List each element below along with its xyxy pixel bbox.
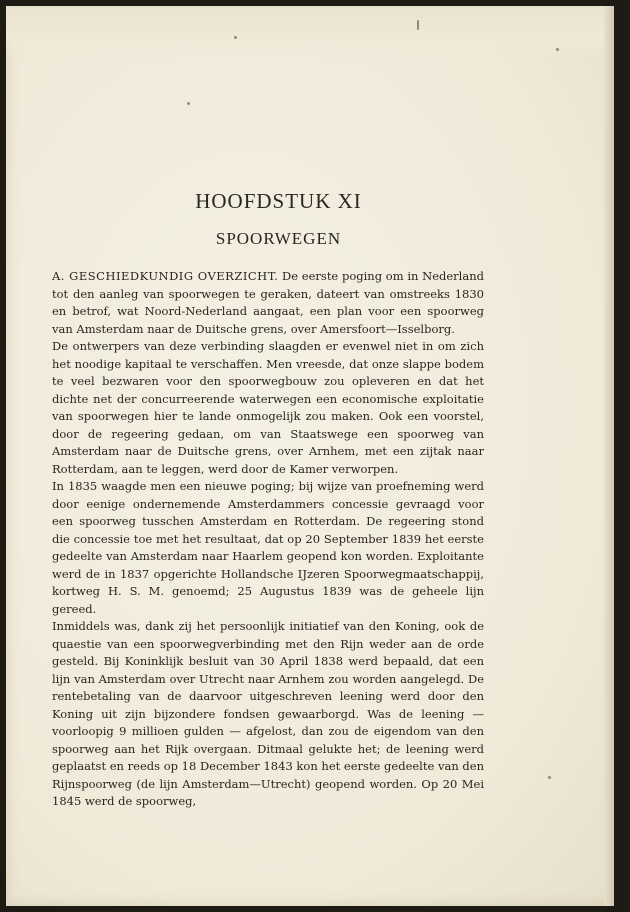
paragraph: Inmiddels was, dank zij het persoonlijk initiatief van den Koning, ook de quaestie van een spoorwegverbinding met den Rijn weder aan de orde gesteld. Bij Koninklijk besluit van 30 April 1838 werd bepaald, dat een lijn van Amsterdam over Utrecht naar Arnhem zou worden aangelegd. De rentebetaling van de daarvoor uitgeschreven leening werd door den Koning uit zijn bijzondere fondsen gewaarborgd. Was de leening — voorloopig 9 millioen gulden — afgelost, dan zou de eigendom van den spoorweg aan het Rijk overgaan. Ditmaal gelukte het; de leening werd geplaatst en reeds op 18 December 1843 kon het eerste gedeelte van den Rijnspoorweg (de lijn Amsterdam—Utrecht) geopend worden. Op 20 Mei 1845 werd de spoorweg, xyxy=(52,619,484,808)
body-text xyxy=(52,268,484,811)
section-title: SPOORWEGEN xyxy=(215,229,342,248)
ink-speck xyxy=(187,102,190,105)
ink-speck xyxy=(556,48,559,51)
book-page xyxy=(6,6,614,906)
ink-speck xyxy=(548,776,551,779)
page-top-edge xyxy=(6,6,614,58)
paragraph xyxy=(52,268,484,338)
chapter-heading: HOOFDSTUK XI xyxy=(195,189,362,213)
lead-label: A. GESCHIEDKUNDIG OVERZICHT. xyxy=(52,269,279,283)
paragraph-text: De eerste poging om in Nederland tot den aanleg van spoorwegen te geraken, dateert van omstreeks 1830 en betrof, wat Noord-Nederland aangaat, een plan voor een spoorweg van Amsterdam naar de Duitsche grens, over Amersfoort—Isselborg. xyxy=(52,269,484,336)
ink-speck xyxy=(417,20,419,30)
paragraph: In 1835 waagde men een nieuwe poging; bij wijze van proefneming werd door eenige ondernemende Amsterdammers concessie gevraagd voor een spoorweg tusschen Amsterdam en Rotterdam. De regeering stond die concessie toe met het resultaat, dat op 20 September 1839 het eerste gedeelte van Amsterdam naar Haarlem geopend kon worden. Exploitante werd de in 1837 opgerichte Hollandsche IJzeren Spoorwegmaatschappij, kortweg H. S. M. genoemd; 25 Augustus 1839 was de geheele lijn gereed. xyxy=(52,479,484,616)
page-spine-shadow xyxy=(604,6,614,906)
paragraph: De ontwerpers van deze verbinding slaagden er evenwel niet in om zich het noodige kapitaal te verschaffen. Men vreesde, dat onze slappe bodem te veel bezwaren voor den spoorwegbouw zou opleveren en dat het dichte net der concurreerende waterwegen een economische exploitatie van spoorwegen hier te lande onmogelijk zou maken. Ook een voorstel, door de regeering gedaan, om van Staatswege een spoorweg van Amsterdam naar de Duitsche grens, over Arnhem, met een zijtak naar Rotterdam, aan te leggen, werd door de Kamer verworpen. xyxy=(52,339,484,476)
ink-speck xyxy=(234,36,237,39)
